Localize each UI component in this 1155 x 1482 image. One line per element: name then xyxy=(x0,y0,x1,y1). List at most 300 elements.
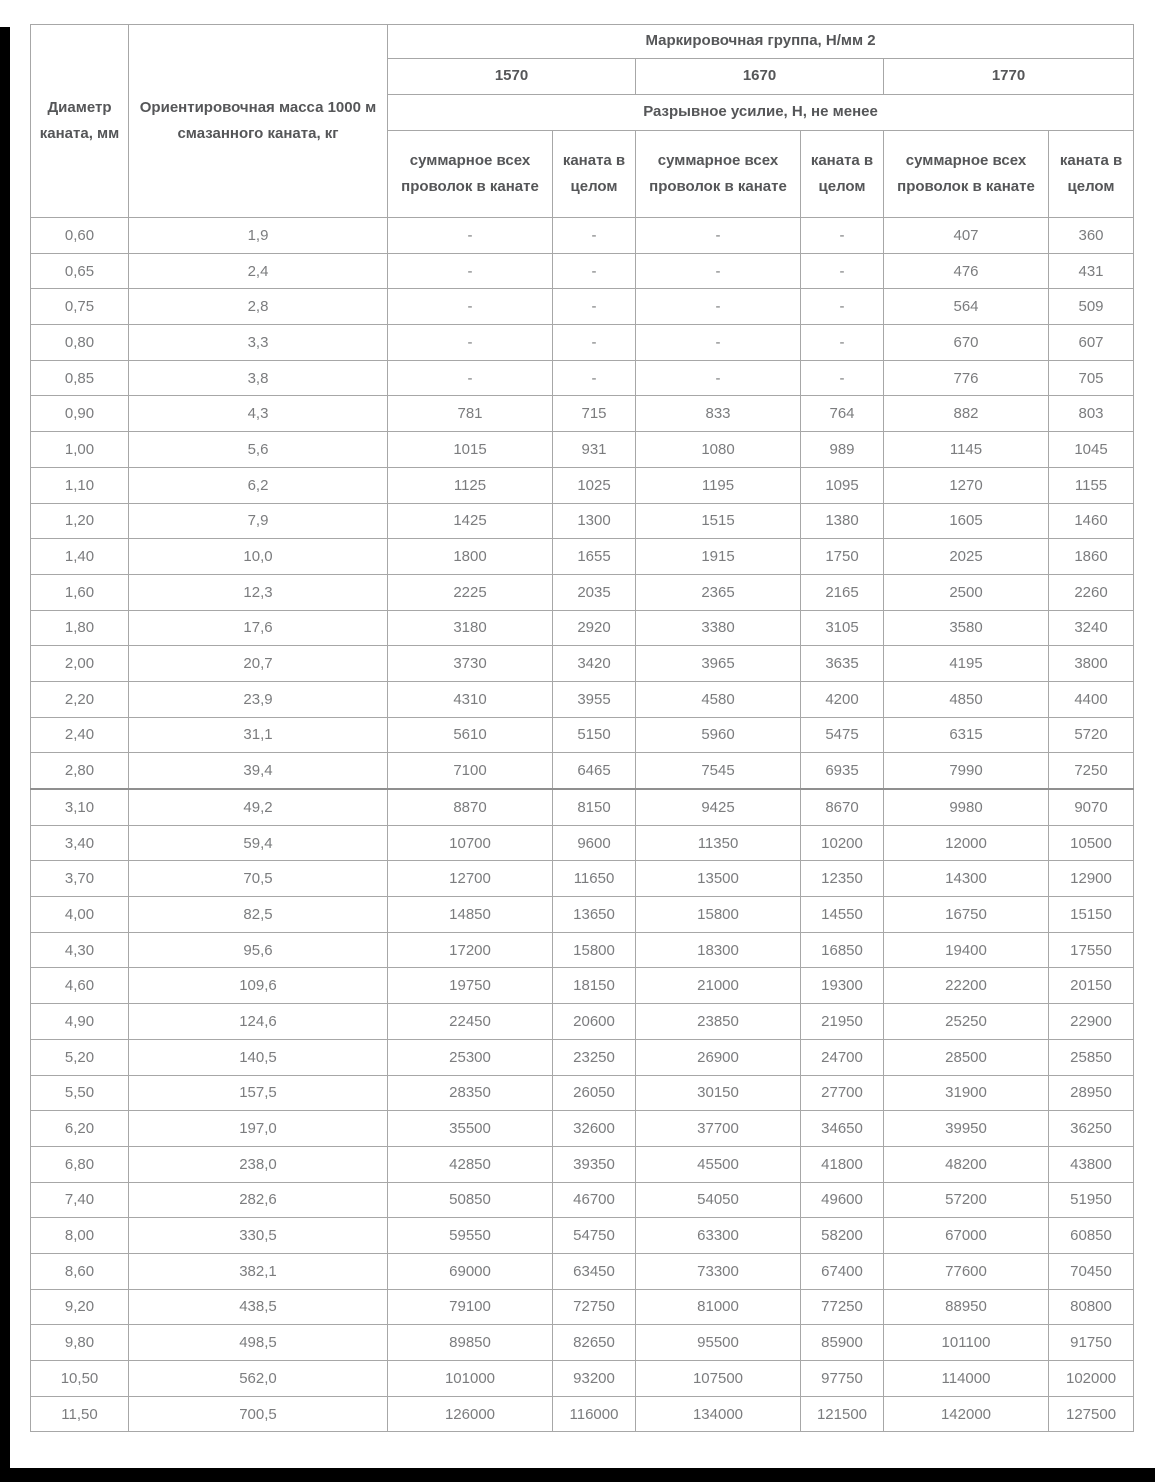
cell: 700,5 xyxy=(129,1396,388,1432)
cell: 22200 xyxy=(884,968,1049,1004)
header-marking-group: Маркировочная группа, Н/мм 2 xyxy=(388,25,1134,59)
cell: 39,4 xyxy=(129,753,388,789)
cell: 19300 xyxy=(801,968,884,1004)
cell: 2,8 xyxy=(129,289,388,325)
table-row xyxy=(31,1182,1134,1218)
cell: - xyxy=(388,218,553,254)
cell: 23,9 xyxy=(129,681,388,717)
header-group-1770: 1770 xyxy=(884,59,1134,95)
cell: 17550 xyxy=(1049,932,1134,968)
cell: 127500 xyxy=(1049,1396,1134,1432)
cell: 109,6 xyxy=(129,968,388,1004)
cell: 1155 xyxy=(1049,467,1134,503)
cell: 28350 xyxy=(388,1075,553,1111)
cell: 1145 xyxy=(884,432,1049,468)
cell: 28950 xyxy=(1049,1075,1134,1111)
cell: 81000 xyxy=(636,1289,801,1325)
cell: 14300 xyxy=(884,861,1049,897)
cell: 11,50 xyxy=(31,1396,129,1432)
cell: 59,4 xyxy=(129,825,388,861)
cell: - xyxy=(636,218,801,254)
table-row xyxy=(31,1146,1134,1182)
cell: 5960 xyxy=(636,717,801,753)
cell: 2260 xyxy=(1049,574,1134,610)
table-row xyxy=(31,825,1134,861)
cell: 9425 xyxy=(636,789,801,825)
cell: 20600 xyxy=(553,1004,636,1040)
cell: 705 xyxy=(1049,360,1134,396)
cell: 2225 xyxy=(388,574,553,610)
cell: 95500 xyxy=(636,1325,801,1361)
cell: 7,40 xyxy=(31,1182,129,1218)
cell: 238,0 xyxy=(129,1146,388,1182)
cell: 882 xyxy=(884,396,1049,432)
cell: 360 xyxy=(1049,218,1134,254)
header-sum-wires-1770: суммарное всех проволок в канате xyxy=(884,131,1049,218)
cell: 41800 xyxy=(801,1146,884,1182)
cell: 93200 xyxy=(553,1361,636,1397)
cell: 1655 xyxy=(553,539,636,575)
cell: 140,5 xyxy=(129,1039,388,1075)
cell: 12700 xyxy=(388,861,553,897)
cell: 49,2 xyxy=(129,789,388,825)
cell: 7,9 xyxy=(129,503,388,539)
cell: 19750 xyxy=(388,968,553,1004)
table-row xyxy=(31,753,1134,789)
cell: 282,6 xyxy=(129,1182,388,1218)
cell: 11650 xyxy=(553,861,636,897)
cell: 102000 xyxy=(1049,1361,1134,1397)
cell: 1300 xyxy=(553,503,636,539)
table-row xyxy=(31,218,1134,254)
cell: 476 xyxy=(884,253,1049,289)
cell: 77250 xyxy=(801,1289,884,1325)
cell: 48200 xyxy=(884,1146,1049,1182)
cell: 10,50 xyxy=(31,1361,129,1397)
cell: 70450 xyxy=(1049,1253,1134,1289)
cell: 2025 xyxy=(884,539,1049,575)
cell: 7990 xyxy=(884,753,1049,789)
cell: 16850 xyxy=(801,932,884,968)
cell: 10,0 xyxy=(129,539,388,575)
cell: 121500 xyxy=(801,1396,884,1432)
cell: 764 xyxy=(801,396,884,432)
cell: - xyxy=(388,360,553,396)
cell: - xyxy=(636,360,801,396)
cell: 46700 xyxy=(553,1182,636,1218)
cell: 107500 xyxy=(636,1361,801,1397)
table-row xyxy=(31,1289,1134,1325)
table-row xyxy=(31,897,1134,933)
cell: 3,3 xyxy=(129,325,388,361)
table-row xyxy=(31,1396,1134,1432)
cell: 95,6 xyxy=(129,932,388,968)
cell: 5475 xyxy=(801,717,884,753)
cell: 28500 xyxy=(884,1039,1049,1075)
cell: 2365 xyxy=(636,574,801,610)
cell: 989 xyxy=(801,432,884,468)
cell: 10500 xyxy=(1049,825,1134,861)
cell: 3420 xyxy=(553,646,636,682)
cell: 85900 xyxy=(801,1325,884,1361)
cell: 49600 xyxy=(801,1182,884,1218)
cell: 6,20 xyxy=(31,1111,129,1147)
cell: 25850 xyxy=(1049,1039,1134,1075)
cell: 32600 xyxy=(553,1111,636,1147)
cell: 3965 xyxy=(636,646,801,682)
cell: 564 xyxy=(884,289,1049,325)
cell: 1025 xyxy=(553,467,636,503)
cell: 7545 xyxy=(636,753,801,789)
cell: 8670 xyxy=(801,789,884,825)
cell: 54750 xyxy=(553,1218,636,1254)
cell: 20,7 xyxy=(129,646,388,682)
cell: 3,40 xyxy=(31,825,129,861)
cell: 1,9 xyxy=(129,218,388,254)
cell: 21950 xyxy=(801,1004,884,1040)
cell: 17200 xyxy=(388,932,553,968)
cell: - xyxy=(553,325,636,361)
cell: 607 xyxy=(1049,325,1134,361)
cell: 101100 xyxy=(884,1325,1049,1361)
header-sum-wires-1670: суммарное всех проволок в канате xyxy=(636,131,801,218)
cell: 18150 xyxy=(553,968,636,1004)
cell: 97750 xyxy=(801,1361,884,1397)
cell: 54050 xyxy=(636,1182,801,1218)
cell: 1605 xyxy=(884,503,1049,539)
cell: 27700 xyxy=(801,1075,884,1111)
cell: 3955 xyxy=(553,681,636,717)
table-row xyxy=(31,646,1134,682)
table-row xyxy=(31,574,1134,610)
cell: 12900 xyxy=(1049,861,1134,897)
cell: 73300 xyxy=(636,1253,801,1289)
cell: 670 xyxy=(884,325,1049,361)
cell: 10700 xyxy=(388,825,553,861)
cell: 57200 xyxy=(884,1182,1049,1218)
cell: 31900 xyxy=(884,1075,1049,1111)
table-row xyxy=(31,1111,1134,1147)
cell: 67000 xyxy=(884,1218,1049,1254)
cell: 2,40 xyxy=(31,717,129,753)
cell: 562,0 xyxy=(129,1361,388,1397)
cell: 79100 xyxy=(388,1289,553,1325)
cell: 142000 xyxy=(884,1396,1049,1432)
cell: 8,00 xyxy=(31,1218,129,1254)
cell: - xyxy=(388,325,553,361)
cell: 4,00 xyxy=(31,897,129,933)
table-row xyxy=(31,396,1134,432)
cell: 36250 xyxy=(1049,1111,1134,1147)
cell: 13650 xyxy=(553,897,636,933)
cell: 1425 xyxy=(388,503,553,539)
cell: 1460 xyxy=(1049,503,1134,539)
cell: 88950 xyxy=(884,1289,1049,1325)
table-row xyxy=(31,1325,1134,1361)
cell: 5,20 xyxy=(31,1039,129,1075)
cell: 9600 xyxy=(553,825,636,861)
cell: 4310 xyxy=(388,681,553,717)
table-row xyxy=(31,1218,1134,1254)
cell: - xyxy=(801,360,884,396)
cell: 1270 xyxy=(884,467,1049,503)
cell: 1515 xyxy=(636,503,801,539)
cell: 1915 xyxy=(636,539,801,575)
cell: 70,5 xyxy=(129,861,388,897)
cell: 1015 xyxy=(388,432,553,468)
cell: 2500 xyxy=(884,574,1049,610)
table-row xyxy=(31,861,1134,897)
cell: 77600 xyxy=(884,1253,1049,1289)
cell: - xyxy=(553,289,636,325)
cell: 438,5 xyxy=(129,1289,388,1325)
header-group-1570: 1570 xyxy=(388,59,636,95)
cell: 0,75 xyxy=(31,289,129,325)
cell: 4,90 xyxy=(31,1004,129,1040)
table-row xyxy=(31,717,1134,753)
cell: 34650 xyxy=(801,1111,884,1147)
cell: 2165 xyxy=(801,574,884,610)
cell: 7100 xyxy=(388,753,553,789)
cell: 18300 xyxy=(636,932,801,968)
cell: 11350 xyxy=(636,825,801,861)
cell: 3240 xyxy=(1049,610,1134,646)
cell: 3,10 xyxy=(31,789,129,825)
table-row xyxy=(31,325,1134,361)
cell: 124,6 xyxy=(129,1004,388,1040)
cell: 12,3 xyxy=(129,574,388,610)
cell: 63300 xyxy=(636,1218,801,1254)
header-group-1670: 1670 xyxy=(636,59,884,95)
cell: 134000 xyxy=(636,1396,801,1432)
table-body xyxy=(31,218,1134,1432)
cell: 715 xyxy=(553,396,636,432)
cell: - xyxy=(553,360,636,396)
table-row xyxy=(31,467,1134,503)
cell: 37700 xyxy=(636,1111,801,1147)
cell: - xyxy=(636,289,801,325)
cell: 776 xyxy=(884,360,1049,396)
cell: 10200 xyxy=(801,825,884,861)
cell: 157,5 xyxy=(129,1075,388,1111)
cell: 6,2 xyxy=(129,467,388,503)
cell: 498,5 xyxy=(129,1325,388,1361)
cell: - xyxy=(801,325,884,361)
table-row xyxy=(31,932,1134,968)
cell: - xyxy=(636,253,801,289)
cell: 1195 xyxy=(636,467,801,503)
cell: 15150 xyxy=(1049,897,1134,933)
cell: 3580 xyxy=(884,610,1049,646)
cell: 1080 xyxy=(636,432,801,468)
bottom-edge-bar xyxy=(0,1468,1155,1482)
cell: 25250 xyxy=(884,1004,1049,1040)
cell: 89850 xyxy=(388,1325,553,1361)
cell: 6,80 xyxy=(31,1146,129,1182)
cell: 13500 xyxy=(636,861,801,897)
cell: 7250 xyxy=(1049,753,1134,789)
table-row xyxy=(31,681,1134,717)
cell: 4850 xyxy=(884,681,1049,717)
cell: 114000 xyxy=(884,1361,1049,1397)
cell: 1800 xyxy=(388,539,553,575)
cell: 21000 xyxy=(636,968,801,1004)
cell: 82650 xyxy=(553,1325,636,1361)
cell: 1,80 xyxy=(31,610,129,646)
header-diameter: Диаметр каната, мм xyxy=(31,25,129,218)
cell: 1095 xyxy=(801,467,884,503)
cell: - xyxy=(801,218,884,254)
cell: 45500 xyxy=(636,1146,801,1182)
cell: 6935 xyxy=(801,753,884,789)
cell: 1,40 xyxy=(31,539,129,575)
cell: 407 xyxy=(884,218,1049,254)
cell: 0,85 xyxy=(31,360,129,396)
cell: 4,3 xyxy=(129,396,388,432)
cell: 14550 xyxy=(801,897,884,933)
rope-breaking-force-table xyxy=(30,24,1134,1432)
cell: 4580 xyxy=(636,681,801,717)
cell: 19400 xyxy=(884,932,1049,968)
cell: 5,50 xyxy=(31,1075,129,1111)
cell: 0,60 xyxy=(31,218,129,254)
cell: 24700 xyxy=(801,1039,884,1075)
table-row xyxy=(31,1039,1134,1075)
cell: 26050 xyxy=(553,1075,636,1111)
table-row xyxy=(31,503,1134,539)
cell: 2920 xyxy=(553,610,636,646)
cell: 22900 xyxy=(1049,1004,1134,1040)
cell: 1380 xyxy=(801,503,884,539)
cell: 15800 xyxy=(553,932,636,968)
cell: 26900 xyxy=(636,1039,801,1075)
cell: 6465 xyxy=(553,753,636,789)
cell: 0,90 xyxy=(31,396,129,432)
cell: 23850 xyxy=(636,1004,801,1040)
cell: 23250 xyxy=(553,1039,636,1075)
cell: 69000 xyxy=(388,1253,553,1289)
cell: 1,20 xyxy=(31,503,129,539)
cell: 5610 xyxy=(388,717,553,753)
cell: - xyxy=(388,253,553,289)
cell: 197,0 xyxy=(129,1111,388,1147)
cell: 5720 xyxy=(1049,717,1134,753)
cell: 5,6 xyxy=(129,432,388,468)
header-breaking-force: Разрывное усилие, Н, не менее xyxy=(388,95,1134,131)
cell: 59550 xyxy=(388,1218,553,1254)
cell: 63450 xyxy=(553,1253,636,1289)
cell: 9980 xyxy=(884,789,1049,825)
cell: 3380 xyxy=(636,610,801,646)
table-row xyxy=(31,610,1134,646)
cell: 31,1 xyxy=(129,717,388,753)
cell: 4400 xyxy=(1049,681,1134,717)
cell: 4195 xyxy=(884,646,1049,682)
cell: 2,4 xyxy=(129,253,388,289)
cell: 30150 xyxy=(636,1075,801,1111)
cell: 1750 xyxy=(801,539,884,575)
cell: 8,60 xyxy=(31,1253,129,1289)
cell: 1045 xyxy=(1049,432,1134,468)
cell: 509 xyxy=(1049,289,1134,325)
cell: 60850 xyxy=(1049,1218,1134,1254)
cell: 3635 xyxy=(801,646,884,682)
cell: 35500 xyxy=(388,1111,553,1147)
cell: 382,1 xyxy=(129,1253,388,1289)
cell: - xyxy=(801,253,884,289)
cell: 50850 xyxy=(388,1182,553,1218)
cell: 126000 xyxy=(388,1396,553,1432)
cell: 3800 xyxy=(1049,646,1134,682)
table-row xyxy=(31,789,1134,825)
cell: 803 xyxy=(1049,396,1134,432)
cell: 91750 xyxy=(1049,1325,1134,1361)
cell: 2035 xyxy=(553,574,636,610)
cell: 3730 xyxy=(388,646,553,682)
cell: 4200 xyxy=(801,681,884,717)
cell: 1,60 xyxy=(31,574,129,610)
table-row xyxy=(31,1004,1134,1040)
cell: 5150 xyxy=(553,717,636,753)
table-row xyxy=(31,253,1134,289)
cell: 6315 xyxy=(884,717,1049,753)
cell: 39350 xyxy=(553,1146,636,1182)
cell: 8150 xyxy=(553,789,636,825)
cell: 931 xyxy=(553,432,636,468)
cell: 833 xyxy=(636,396,801,432)
table-row xyxy=(31,539,1134,575)
cell: - xyxy=(388,289,553,325)
cell: 3,70 xyxy=(31,861,129,897)
cell: 42850 xyxy=(388,1146,553,1182)
cell: 1860 xyxy=(1049,539,1134,575)
cell: 17,6 xyxy=(129,610,388,646)
cell: 4,60 xyxy=(31,968,129,1004)
cell: 0,80 xyxy=(31,325,129,361)
cell: 116000 xyxy=(553,1396,636,1432)
table-row xyxy=(31,1361,1134,1397)
cell: 20150 xyxy=(1049,968,1134,1004)
table-row xyxy=(31,968,1134,1004)
cell: 25300 xyxy=(388,1039,553,1075)
cell: 781 xyxy=(388,396,553,432)
cell: 8870 xyxy=(388,789,553,825)
cell: 1,00 xyxy=(31,432,129,468)
cell: 58200 xyxy=(801,1218,884,1254)
cell: 9070 xyxy=(1049,789,1134,825)
cell: 82,5 xyxy=(129,897,388,933)
table-header xyxy=(31,25,1134,218)
cell: 12000 xyxy=(884,825,1049,861)
cell: 4,30 xyxy=(31,932,129,968)
cell: 431 xyxy=(1049,253,1134,289)
cell: 101000 xyxy=(388,1361,553,1397)
table-row xyxy=(31,360,1134,396)
cell: - xyxy=(553,253,636,289)
cell: - xyxy=(636,325,801,361)
cell: 12350 xyxy=(801,861,884,897)
left-edge-bar xyxy=(0,27,10,1482)
cell: 43800 xyxy=(1049,1146,1134,1182)
cell: 2,20 xyxy=(31,681,129,717)
table-row xyxy=(31,432,1134,468)
cell: 2,80 xyxy=(31,753,129,789)
cell: 9,80 xyxy=(31,1325,129,1361)
cell: 51950 xyxy=(1049,1182,1134,1218)
header-mass: Ориентировочная масса 1000 м смазанного каната, кг xyxy=(129,25,388,218)
cell: 2,00 xyxy=(31,646,129,682)
cell: 39950 xyxy=(884,1111,1049,1147)
